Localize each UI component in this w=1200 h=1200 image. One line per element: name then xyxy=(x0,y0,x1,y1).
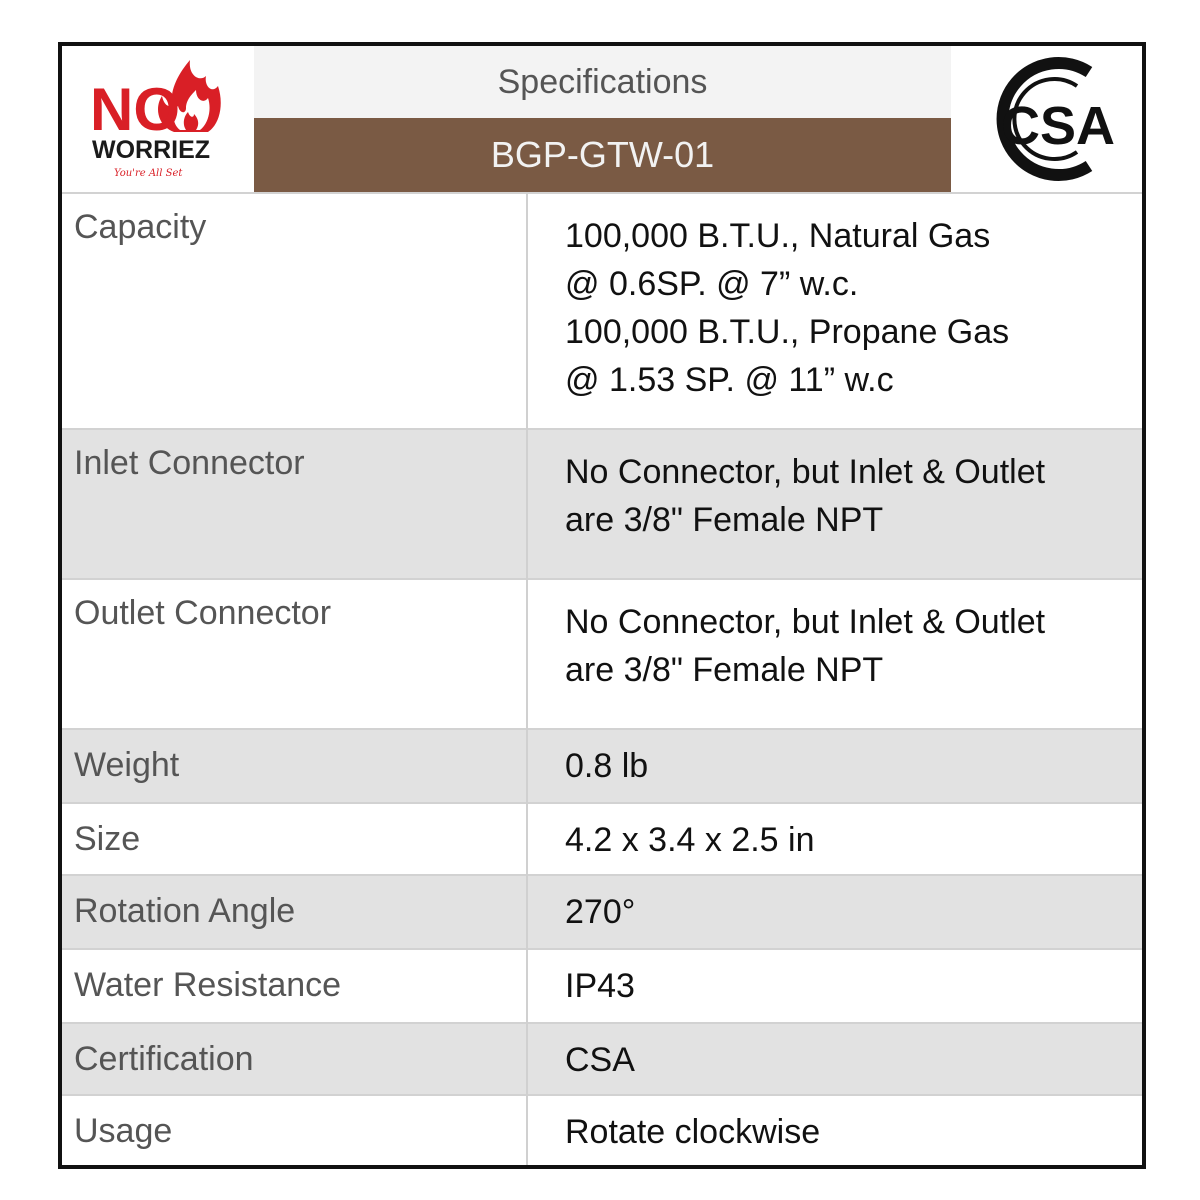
spec-value-line: are 3/8" Female NPT xyxy=(565,651,884,689)
spec-label: Usage xyxy=(74,1112,173,1150)
spec-sheet xyxy=(58,42,1146,1169)
csa-logo-icon xyxy=(951,46,1142,192)
spec-value xyxy=(565,816,815,864)
spec-row xyxy=(62,874,1142,948)
spec-value xyxy=(565,448,1045,544)
spec-label: Rotation Angle xyxy=(74,892,296,930)
spec-row xyxy=(62,1022,1142,1094)
brand-tagline: You're All Set xyxy=(114,168,183,179)
spec-value-line: IP43 xyxy=(565,967,635,1005)
brand-logo xyxy=(62,46,254,192)
spec-value-line: No Connector, but Inlet & Outlet xyxy=(565,603,1046,641)
spec-row xyxy=(62,192,1142,428)
csa-logo-text: CSA xyxy=(1001,96,1116,156)
spec-value-line: @ 0.6SP. @ 7” w.c. xyxy=(565,265,859,303)
spec-value-line: 100,000 B.T.U., Natural Gas xyxy=(565,217,991,255)
header-title: Specifications xyxy=(254,46,951,118)
spec-value-line: are 3/8" Female NPT xyxy=(565,501,884,539)
spec-label: Inlet Connector xyxy=(74,444,305,482)
spec-value-line: 4.2 x 3.4 x 2.5 in xyxy=(565,821,815,859)
spec-value xyxy=(565,962,635,1010)
spec-label: Capacity xyxy=(74,208,207,246)
spec-value-line: No Connector, but Inlet & Outlet xyxy=(565,453,1046,491)
spec-label: Water Resistance xyxy=(74,966,342,1004)
logo-letter: NO xyxy=(90,76,180,143)
spec-label: Outlet Connector xyxy=(74,594,332,632)
no-worriez-logo-icon xyxy=(62,46,254,192)
spec-value xyxy=(565,212,1009,404)
column-divider xyxy=(526,192,528,1165)
spec-value-line: 0.8 lb xyxy=(565,747,649,785)
spec-label: Weight xyxy=(74,746,180,784)
spec-row xyxy=(62,948,1142,1022)
spec-value-line: Rotate clockwise xyxy=(565,1113,821,1151)
spec-row xyxy=(62,802,1142,874)
spec-value xyxy=(565,888,635,936)
model-number: BGP-GTW-01 xyxy=(254,118,951,192)
spec-value xyxy=(565,598,1045,694)
spec-row xyxy=(62,578,1142,728)
brand-name: WORRIEZ xyxy=(92,136,211,164)
spec-label: Certification xyxy=(74,1040,254,1078)
spec-value-line: @ 1.53 SP. @ 11” w.c xyxy=(565,361,894,399)
spec-value-line: 270° xyxy=(565,893,636,931)
spec-value-line: CSA xyxy=(565,1041,635,1079)
csa-certification-logo xyxy=(951,46,1142,192)
spec-value-line: 100,000 B.T.U., Propane Gas xyxy=(565,313,1010,351)
spec-value xyxy=(565,1036,635,1084)
spec-value xyxy=(565,1108,820,1156)
spec-row xyxy=(62,1094,1142,1165)
spec-row xyxy=(62,428,1142,578)
spec-value xyxy=(565,742,648,790)
spec-row xyxy=(62,728,1142,802)
specifications-table xyxy=(62,192,1142,1165)
spec-label: Size xyxy=(74,820,141,858)
